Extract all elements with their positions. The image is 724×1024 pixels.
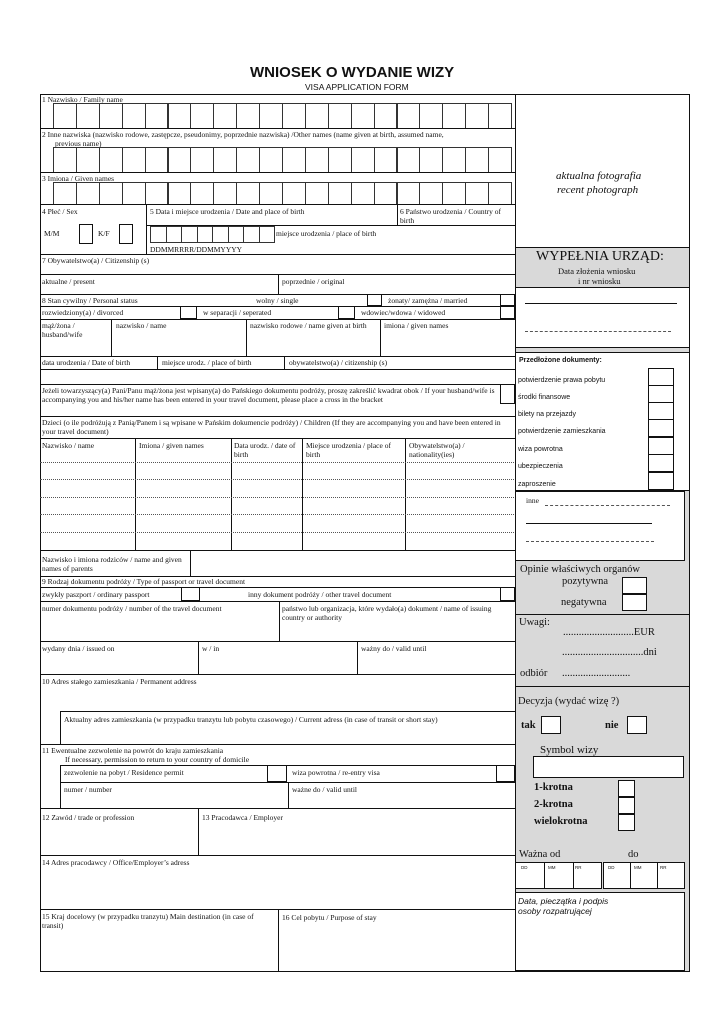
char-cell[interactable] — [53, 103, 77, 129]
date-format-hint: DDMMRRRR/DDMMYYYY — [150, 245, 243, 254]
char-cell[interactable] — [243, 226, 260, 243]
sex-male-label: M/M — [44, 229, 60, 238]
char-cell[interactable] — [282, 182, 306, 205]
opinion-negative-checkbox[interactable] — [622, 594, 647, 611]
char-cell[interactable] — [282, 103, 306, 129]
ordinary-passport-checkbox[interactable] — [181, 587, 200, 601]
char-cell[interactable] — [122, 147, 146, 173]
status-single-checkbox[interactable] — [367, 294, 382, 306]
spouse-citizenship-label: obywatelstwo(a) / citizenship (s) — [289, 358, 388, 367]
submitted-doc-checkbox[interactable] — [648, 368, 674, 386]
char-cell[interactable] — [213, 103, 237, 129]
parents-label: Nazwisko i imiona rodziców / name and given names of parents — [42, 555, 182, 573]
char-cell[interactable] — [190, 103, 214, 129]
char-cell[interactable] — [122, 182, 146, 205]
sex-male-checkbox[interactable] — [79, 224, 93, 244]
char-cell[interactable] — [145, 103, 169, 129]
reentry-visa-checkbox[interactable] — [496, 765, 515, 782]
submitted-doc-label: potwierdzenie prawa pobytu — [518, 377, 606, 384]
return-permit-label-2: If necessary, permission to return to your country of domicile — [65, 755, 250, 764]
spouse-dob-label: data urodzenia / Date of birth — [42, 358, 131, 367]
opinion-positive-label: pozytywna — [562, 576, 609, 587]
office-heading: WYPEŁNIA URZĄD: — [536, 249, 664, 264]
remarks-days: ...............................dni — [562, 647, 657, 658]
valid-from-rr: RR — [575, 865, 582, 870]
issued-in-label: w / in — [202, 644, 220, 653]
doc-valid-until-label: ważny do / valid until — [361, 644, 427, 653]
date-place-birth-label: 5 Data i miejsce urodzenia / Date and place of birth — [150, 207, 305, 216]
citizenship-present-label: aktualne / present — [42, 277, 95, 286]
visa-single-checkbox[interactable] — [618, 780, 635, 797]
children-rows[interactable] — [40, 462, 516, 550]
char-cell[interactable] — [351, 103, 375, 129]
char-cell[interactable] — [328, 182, 352, 205]
submitted-doc-checkbox[interactable] — [648, 472, 674, 490]
char-cell[interactable] — [488, 103, 512, 129]
residence-permit-label: zezwolenie na pobyt / Residence permit — [64, 768, 184, 777]
given-names-label: 3 Imiona / Given names — [42, 174, 115, 183]
status-widowed-checkbox[interactable] — [500, 306, 515, 319]
spouse-name-label: nazwisko / name — [116, 321, 167, 330]
char-cell[interactable] — [99, 103, 123, 129]
char-cell[interactable] — [259, 182, 283, 205]
spouse-birthname-label: nazwisko rodowe / name given at birth — [250, 321, 367, 330]
char-cell[interactable] — [166, 226, 183, 243]
char-cell[interactable] — [76, 147, 100, 173]
char-cell[interactable] — [442, 103, 466, 129]
submitted-doc-label: zaproszenie — [518, 481, 556, 488]
char-cell[interactable] — [122, 103, 146, 129]
sex-label: 4 Płeć / Sex — [42, 207, 78, 216]
char-cell[interactable] — [53, 182, 77, 205]
opinions-label: Opinie właściwych organów — [520, 564, 640, 575]
visa-double-checkbox[interactable] — [618, 797, 635, 814]
char-cell[interactable] — [197, 226, 214, 243]
valid-to-dd: DD — [608, 865, 615, 870]
status-separated-label: w separacji / seperated — [203, 308, 272, 317]
documents-heading: Przedłożone dokumenty: — [519, 357, 602, 364]
char-cell[interactable] — [76, 182, 100, 205]
char-cell[interactable] — [488, 182, 512, 205]
spouse-accompanying-note: Jeżeli towarzyszący(a) Pani/Panu mąż/żona jest wpisany(a) do Pańskiego dokumentu podróży, proszę zakreślić kwadrat obok / If your husband/wife is accompanying you and his/her name has been entered in your travel document, please place a cross in the bracket — [42, 386, 495, 404]
status-married-checkbox[interactable] — [500, 294, 515, 306]
photo-label-en: recent photograph — [557, 184, 639, 196]
submitted-doc-checkbox[interactable] — [648, 419, 674, 437]
permanent-address-label: 10 Adres stałego zamieszkania / Permanent address — [42, 677, 197, 686]
submitted-doc-checkbox[interactable] — [648, 402, 674, 420]
visa-multi-label: wielokrotna — [534, 816, 588, 827]
char-cell[interactable] — [228, 226, 245, 243]
status-single-label: wolny / single — [256, 296, 299, 305]
residence-permit-checkbox[interactable] — [267, 765, 287, 782]
char-cell[interactable] — [351, 182, 375, 205]
issuing-authority-label: państwo lub organizacja, które wydało(a) dokument / name of issuing country or authority — [282, 604, 492, 622]
char-cell[interactable] — [374, 147, 398, 173]
char-cell[interactable] — [397, 182, 421, 205]
char-cell[interactable] — [150, 226, 167, 243]
form-subtitle: VISA APPLICATION FORM — [305, 82, 409, 92]
valid-from-label: Ważna od — [519, 849, 561, 860]
child-pob-header: Miejsce urodzenia / place of birth — [306, 441, 391, 459]
char-cell[interactable] — [397, 147, 421, 173]
char-cell[interactable] — [190, 182, 214, 205]
submit-date-field[interactable] — [515, 287, 690, 348]
decision-label: Decyzja (wydać wizę ?) — [518, 696, 620, 707]
char-cell[interactable] — [442, 182, 466, 205]
char-cell[interactable] — [53, 147, 77, 173]
visa-symbol-field[interactable] — [533, 756, 684, 778]
valid-from-dd: DD — [521, 865, 528, 870]
char-cell[interactable] — [419, 147, 443, 173]
char-cell[interactable] — [168, 182, 192, 205]
char-cell[interactable] — [305, 103, 329, 129]
current-address-label: Aktualny adres zamieszkania (w przypadku tranzytu lub pobytu czasowego) / Current adress (in case of transit or short stay) — [64, 715, 438, 724]
other-docs-label: inne — [526, 496, 539, 505]
other-docs-field[interactable] — [515, 491, 685, 561]
return-permit-label: 11 Ewentualne zezwolenie na powrót do kraju zamieszkania — [42, 746, 224, 755]
char-cell[interactable] — [213, 147, 237, 173]
valid-to-field[interactable] — [603, 862, 685, 889]
remarks-pickup: odbiór — [520, 668, 548, 679]
submitted-doc-label: bilety na przejazdy — [518, 411, 576, 418]
char-cell[interactable] — [236, 147, 260, 173]
char-cell[interactable] — [282, 147, 306, 173]
char-cell[interactable] — [328, 103, 352, 129]
char-cell[interactable] — [442, 147, 466, 173]
country-birth-label: 6 Państwo urodzenia / Country of birth — [400, 207, 502, 225]
photo-label-pl: aktualna fotografia — [556, 170, 642, 182]
decision-yes-checkbox[interactable] — [541, 716, 561, 734]
opinion-negative-label: negatywna — [561, 597, 607, 608]
char-cell[interactable] — [488, 147, 512, 173]
char-cell[interactable] — [374, 182, 398, 205]
visa-double-label: 2-krotna — [534, 799, 573, 810]
char-cell[interactable] — [190, 147, 214, 173]
citizenship-label: 7 Obywatelstwo(a) / Citizenship (s) — [42, 256, 150, 265]
doc-number-label: numer dokumentu podróży / number of the travel document — [42, 604, 222, 613]
char-cell[interactable] — [99, 182, 123, 205]
char-cell[interactable] — [236, 182, 260, 205]
citizenship-original-label: poprzednie / original — [282, 277, 345, 286]
valid-to-rr: RR — [660, 865, 667, 870]
child-given-header: Imiona / given names — [139, 441, 204, 450]
valid-to-label: do — [628, 849, 639, 860]
char-cell[interactable] — [236, 103, 260, 129]
ordinary-passport-label: zwykły paszport / ordinary passport — [42, 590, 150, 599]
profession-label: 12 Zawód / trade or profession — [42, 813, 135, 822]
employer-label: 13 Pracodawca / Employer — [202, 813, 284, 822]
status-divorced-label: rozwiedziony(a) / divorced — [42, 308, 124, 317]
status-divorced-checkbox[interactable] — [180, 306, 197, 319]
issued-on-label: wydany dnia / issued on — [42, 644, 115, 653]
spouse-pob-label: miejsce urodz. / place of birth — [162, 358, 252, 367]
other-names-label-2: previous name) — [55, 139, 102, 148]
char-cell[interactable] — [351, 147, 375, 173]
char-cell[interactable] — [305, 147, 329, 173]
char-cell[interactable] — [419, 103, 443, 129]
submitted-doc-label: środki finansowe — [518, 394, 571, 401]
decision-yes-label: tak — [521, 720, 536, 731]
birthplace-label: miejsce urodzenia / place of birth — [276, 229, 377, 238]
remarks-label: Uwagi: — [519, 617, 550, 628]
char-cell[interactable] — [259, 147, 283, 173]
decision-no-label: nie — [605, 720, 619, 731]
child-dob-header: Data urodz. / date of birth — [234, 441, 296, 459]
remarks-eur: ...........................EUR — [563, 627, 655, 638]
submitted-doc-checkbox[interactable] — [648, 437, 674, 455]
visa-symbol-label: Symbol wizy — [540, 744, 599, 756]
char-cell[interactable] — [99, 147, 123, 173]
status-widowed-label: wdowiec/wdowa / widowed — [361, 308, 446, 317]
char-cell[interactable] — [145, 147, 169, 173]
char-cell[interactable] — [212, 226, 229, 243]
child-name-header: Nazwisko / name — [42, 441, 95, 450]
char-cell[interactable] — [145, 182, 169, 205]
signature-label: Data, pieczątka i podpis — [518, 896, 609, 906]
char-cell[interactable] — [259, 226, 276, 243]
char-cell[interactable] — [374, 103, 398, 129]
employer-address-label: 14 Adres pracodawcy / Office/Employer’s adress — [42, 858, 190, 867]
char-cell[interactable] — [465, 147, 489, 173]
family-name-label: 1 Nazwisko / Family name — [42, 95, 123, 104]
submit-date-label: Data złożenia wniosku — [558, 266, 636, 276]
form-title: WNIOSEK O WYDANIE WIZY — [250, 64, 455, 81]
signature-label-2: osoby rozpatrującej — [518, 906, 592, 916]
char-cell[interactable] — [328, 147, 352, 173]
spouse-accompanying-checkbox[interactable] — [500, 384, 515, 404]
char-cell[interactable] — [168, 147, 192, 173]
char-cell[interactable] — [419, 182, 443, 205]
destination-label: 15 Kraj docelowy (w przypadku tranzytu) Main destination (in case of transit) — [42, 912, 254, 930]
permit-valid-until-label: ważne do / valid until — [292, 785, 357, 794]
opinion-positive-checkbox[interactable] — [622, 577, 647, 594]
status-separated-checkbox[interactable] — [338, 306, 355, 319]
status-married-label: żonaty/ zamężna / married — [388, 296, 468, 305]
submitted-doc-label: potwierdzenie zamieszkania — [518, 428, 606, 435]
char-cell[interactable] — [168, 103, 192, 129]
char-cell[interactable] — [213, 182, 237, 205]
char-cell[interactable] — [397, 103, 421, 129]
other-doc-checkbox[interactable] — [500, 587, 515, 601]
submitted-doc-checkbox[interactable] — [648, 454, 674, 472]
char-cell[interactable] — [181, 226, 198, 243]
char-cell[interactable] — [465, 182, 489, 205]
char-cell[interactable] — [465, 103, 489, 129]
spouse-label: mąż/żona / husband/wife — [42, 321, 83, 339]
valid-to-mm: MM — [634, 865, 642, 870]
remarks-pickup-dots: .......................... — [562, 668, 631, 679]
submitted-doc-checkbox[interactable] — [648, 385, 674, 403]
sex-female-checkbox[interactable] — [119, 224, 133, 244]
char-cell[interactable] — [76, 103, 100, 129]
purpose-label: 16 Cel pobytu / Purpose of stay — [282, 913, 377, 922]
sex-female-label: K/F — [98, 229, 110, 238]
permit-number-label: numer / number — [64, 785, 112, 794]
travel-doc-type-label: 9 Rodzaj dokumentu podróży / Type of passport or travel document — [42, 577, 246, 586]
personal-status-label: 8 Stan cywilny / Personal status — [42, 296, 138, 305]
valid-from-mm: MM — [548, 865, 556, 870]
visa-multi-checkbox[interactable] — [618, 814, 635, 831]
submitted-doc-label: wiza powrotna — [518, 446, 563, 453]
submit-date-label-2: i nr wniosku — [578, 276, 621, 286]
children-note: Dzieci (o ile podróżują z Panią/Panem i są wpisane w Pańskim dokumencie podróży) / Children (If they are accompanying you and have been entered in your travel document) — [42, 418, 501, 436]
other-names-label: 2 Inne nazwiska (nazwisko rodowe, zastępcze, pseudonimy, poprzednie nazwiska) /Other names (name given at birth, assumed name, — [42, 130, 444, 139]
reentry-visa-label: wiza powrotna / re-entry visa — [292, 768, 380, 777]
decision-no-checkbox[interactable] — [627, 716, 647, 734]
child-citizenship-header: Obywatelstwo(a) / nationality(ies) — [409, 441, 465, 459]
spouse-given-label: imiona / given names — [384, 321, 449, 330]
char-cell[interactable] — [305, 182, 329, 205]
visa-single-label: 1-krotna — [534, 782, 573, 793]
valid-from-field[interactable] — [515, 862, 602, 889]
submitted-doc-label: ubezpieczenia — [518, 463, 563, 470]
char-cell[interactable] — [259, 103, 283, 129]
other-doc-label: inny dokument podróży / other travel document — [248, 590, 392, 599]
